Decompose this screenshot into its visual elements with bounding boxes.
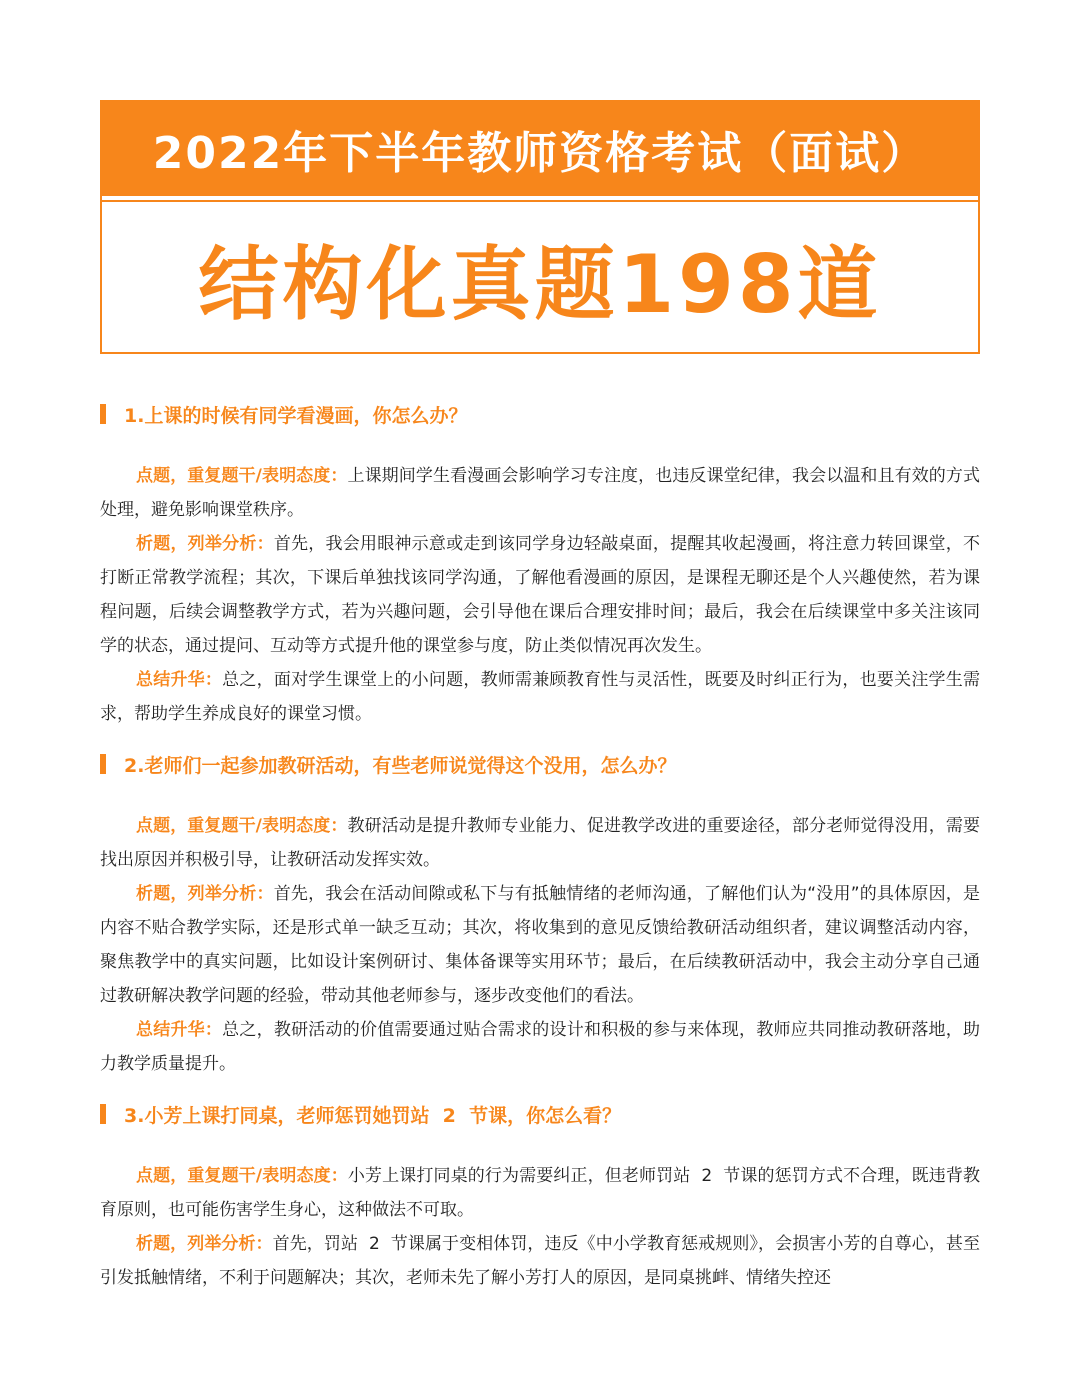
answer-label: 点题，重复题干/表明态度： xyxy=(136,1166,348,1186)
question-1 xyxy=(100,395,980,731)
question-title: 1.上课的时候有同学看漫画，你怎么办？ xyxy=(124,404,468,427)
subtitle-area xyxy=(102,202,978,352)
question-heading xyxy=(100,745,980,783)
answer-paragraph xyxy=(100,1227,980,1295)
question-list xyxy=(100,395,980,1309)
question-heading xyxy=(100,395,980,433)
answer-label: 总结升华： xyxy=(136,670,223,690)
answer-text: 总之，教研活动的价值需要通过贴合需求的设计和积极的参与来体现，教师应共同推动教研落地，助力教学质量提升。 xyxy=(100,1020,981,1074)
answer-label: 点题，重复题干/表明态度： xyxy=(136,466,348,486)
answer-paragraph xyxy=(100,663,980,731)
heading-marker-bar xyxy=(100,404,106,424)
answer-label: 析题，列举分析： xyxy=(136,884,274,904)
answer-label: 总结升华： xyxy=(136,1020,223,1040)
answer-label: 析题，列举分析： xyxy=(136,534,274,554)
page-subtitle: 结构化真题198道 xyxy=(198,237,882,331)
answer-text: 首先，我会用眼神示意或走到该同学身边轻敲桌面，提醒其收起漫画，将注意力转回课堂，不打断正常教学流程；其次，下课后单独找该同学沟通，了解他看漫画的原因，是课程无聊还是个人兴趣使然，若为课程问题，后续会调整教学方式，若为兴趣问题，会引导他在课后合理安排时间；最后，我会在后续课堂中多关注该同学的状态，通过提问、互动等方式提升他的课堂参与度，防止类似情况再次发生。 xyxy=(100,534,981,656)
answer-text: 小芳上课打同桌的行为需要纠正，但老师罚站 2 节课的惩罚方式不合理，既违背教育原则，也可能伤害学生身心，这种做法不可取。 xyxy=(100,1166,980,1220)
question-title: 3.小芳上课打同桌，老师惩罚她罚站 2 节课，你怎么看？ xyxy=(124,1104,622,1127)
answer-paragraph xyxy=(100,1013,980,1081)
question-2 xyxy=(100,745,980,1081)
answer-text: 总之，面对学生课堂上的小问题，教师需兼顾教育性与灵活性，既要及时纠正行为，也要关注学生需求，帮助学生养成良好的课堂习惯。 xyxy=(100,670,981,724)
heading-marker-bar xyxy=(100,754,106,774)
question-3 xyxy=(100,1095,980,1295)
question-heading xyxy=(100,1095,980,1133)
title-banner xyxy=(100,100,980,354)
answer-paragraph xyxy=(100,809,980,877)
page-title: 2022年下半年教师资格考试（面试） xyxy=(152,128,928,179)
answer-label: 点题，重复题干/表明态度： xyxy=(136,816,348,836)
answer-paragraph xyxy=(100,527,980,663)
title-band xyxy=(102,102,978,200)
answer-text: 首先，罚站 2 节课属于变相体罚，违反《中小学教育惩戒规则》，会损害小芳的自尊心，甚至引发抵触情绪，不利于问题解决；其次，老师未先了解小芳打人的原因，是同桌挑衅、情绪失控还 xyxy=(100,1234,980,1288)
heading-marker-bar xyxy=(100,1104,106,1124)
answer-paragraph xyxy=(100,459,980,527)
question-title: 2.老师们一起参加教研活动，有些老师说觉得这个没用，怎么办？ xyxy=(124,754,677,777)
answer-text: 上课期间学生看漫画会影响学习专注度，也违反课堂纪律，我会以温和且有效的方式处理，避免影响课堂秩序。 xyxy=(100,466,980,520)
answer-paragraph xyxy=(100,1159,980,1227)
answer-text: 首先，我会在活动间隙或私下与有抵触情绪的老师沟通，了解他们认为“没用”的具体原因，是内容不贴合教学实际，还是形式单一缺乏互动；其次，将收集到的意见反馈给教研活动组织者，建议调整活动内容，聚焦教学中的真实问题，比如设计案例研讨、集体备课等实用环节；最后，在后续教研活动中，我会主动分享自己通过教研解决教学问题的经验，带动其他老师参与，逐步改变他们的看法。 xyxy=(100,884,980,1006)
answer-label: 析题，列举分析： xyxy=(136,1234,273,1254)
answer-text: 教研活动是提升教师专业能力、促进教学改进的重要途径，部分老师觉得没用，需要找出原因并积极引导，让教研活动发挥实效。 xyxy=(100,816,980,870)
answer-paragraph xyxy=(100,877,980,1013)
